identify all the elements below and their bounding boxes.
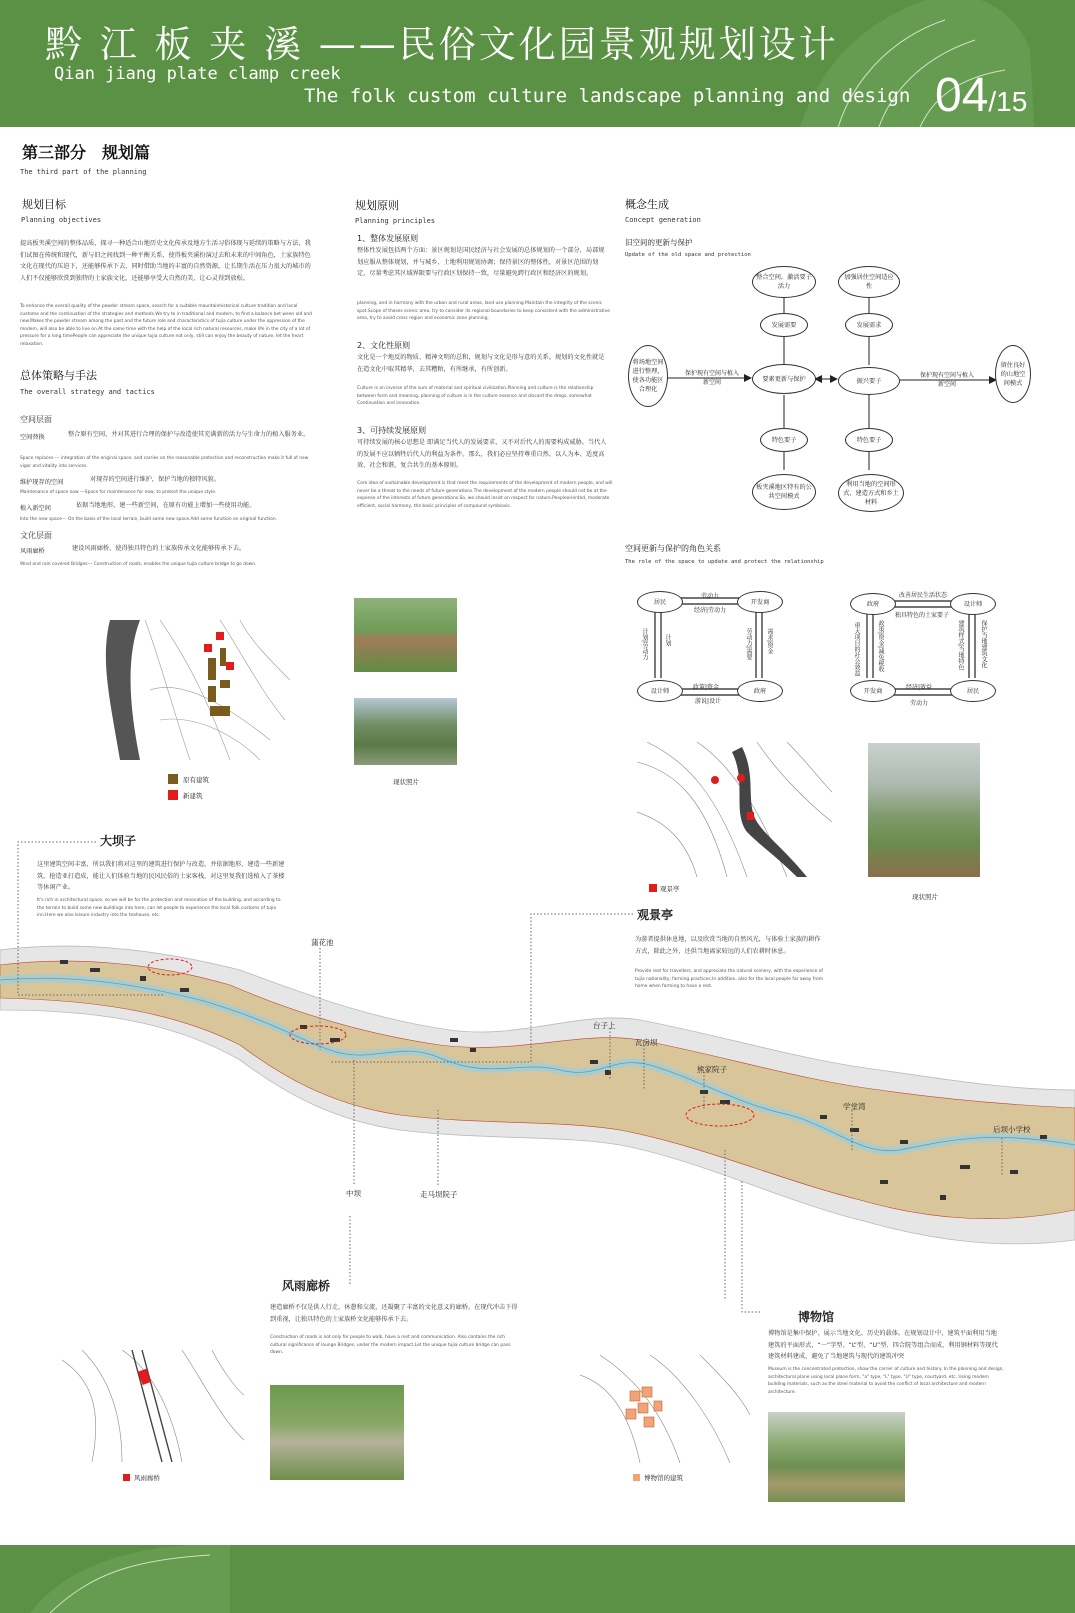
legend-museum-swatch (633, 1474, 640, 1481)
concept-node-right-bot1: 特色要子 (845, 428, 893, 452)
role-right-tl: 政府 (850, 593, 896, 615)
section-title-en: The third part of the planning (20, 168, 147, 176)
strategy-item-1-label: 空间替换 (20, 434, 45, 441)
principle-1-en: planning, and in harmony with the urban and rural areas, land use planning.Maintain the integrity of the scenic spot.Scope of theses scenic area, try to consider its regional boundaries to keep consistent with the administrative area, try to avoid cross region and economic zone planning. (357, 301, 610, 321)
concept-node-right-center: 振兴要子 (838, 367, 900, 395)
concept-node-left-bot1: 特色要子 (760, 428, 808, 452)
strategy-item-1-en: Space replaces --- integration of the original space, and carries on the reasonable protection and reconstruction make it full of new vigor and vitality into services. (20, 456, 309, 469)
corridor-title: 风雨廊桥 (282, 1279, 331, 1293)
strategy-culture-title: 文化层面 (20, 531, 52, 540)
strategy-item-1-text: 整合原有空间，并对其进行合理的保护与改造使其充满新的活力与生命力的植入服务业。 (68, 431, 310, 438)
principle-1-title: 1、整体发展原则 (357, 234, 419, 243)
role-right-top-a: 改善居民生活状态 (899, 592, 948, 599)
role-left-bl: 设计师 (637, 680, 683, 702)
strategy-item-2-en: Maintenance of space now ---Space for maintenance for now, to protect the unique style. (20, 490, 217, 495)
legend-existing-swatch (168, 774, 178, 784)
legend-new-label: 新建筑 (183, 792, 203, 800)
museum-body-en: Museum is the concentrated protection, show the carrier of culture and history. In the planning and design, architectural plane using local plane form, "a" type, "L" type, "U" type, courtyard, etc. Using modern building materials, such as the steel material to avoid the conflict of local architecture and modern architecture. (768, 1367, 1004, 1395)
principles-title-en: Planning principles (355, 217, 436, 225)
concept-sub-en: Update of the old space and protection (625, 252, 751, 258)
principle-3-body: 可持续发展的核心思想是 即满足当代人的发展要求，又不对后代人的需要构成威胁。当代人的发展不应以牺牲后代人的利益为条件。那么，我们必应坚持尊重自然、以人为本、适度高效、社会和谐，复合共生的基本原则。 (357, 439, 607, 469)
strategy-space-title: 空间层面 (20, 415, 52, 424)
objectives-title: 规划目标 (22, 198, 66, 211)
dabazi-body-en: It's rich in architectural space, so we will be for the protection and renovation of the building, and according to the terrain to build some new buildings into here, can let people to experience the local folk customs of tujia inn.Here we also leisure industry into the teahouse, etc. (37, 898, 281, 918)
museum-site-plan (580, 1355, 750, 1463)
legend-corridor-label: 风雨廊桥 (134, 1474, 160, 1482)
concept-node-right-out: 留住良好的山地空间模式 (995, 345, 1031, 403)
legend-pavilion-swatch (649, 884, 657, 892)
place-taizishang: 台子上 (593, 1021, 616, 1030)
role-right-right-b: 保护当地建筑文化 (980, 620, 987, 668)
strategy-culture-en: Wind and rain covered Bridges--- Construction of roads, enables the unique tujia culture bridge to go down. (20, 562, 257, 567)
principle-2-en: Culture is an inverse of the sum of material and spiritual civilization.Planning and culture is the relationship between form and meaning, planning of culture is in the culture essence and discard the dregs, somewhat Continuation and innovation. (357, 386, 594, 406)
concept-title: 概念生成 (625, 198, 669, 211)
strategy-item-3-text: 依据当地地形，建一些新空间，在原有功能上增加一些使用功能。 (76, 502, 256, 509)
role-left-tr: 开发商 (737, 591, 783, 613)
concept-node-right-top2: 发展需求 (845, 313, 893, 337)
page-title: 黔 江 板 夹 溪 ——民俗文化园景观规划设计 (45, 23, 839, 66)
strategy-title-en: The overall strategy and tactics (20, 388, 155, 396)
role-left-br: 政府 (737, 680, 783, 702)
strategy-item-2-text: 对现存的空间进行维护，保护当地的独特风貌。 (90, 476, 220, 483)
principle-1-body: 整体性发展包括两个方面：景区规划是国民经济与社会发展的总体规划的一个部分，局部规划应服从整体规划，并与城乡、土地利用规划协调；保持景区的整体性，对景区范围的划定，尽量考虑其区域界限要与行政区划保持一致，尽量避免跨行政区和经济区的规划。 (357, 247, 605, 277)
role-right-tr: 设计师 (950, 593, 996, 615)
principle-3-en: Core idea of sustainable development is that meet the requirements of the development of modern people, and will never be a threat to the needs of future generations.The development of the modern people should not be at the expense of the interests of future generations.So, we should insist on respect for nature.Peopleoriented, moderate efficient, social harmony, the basic principles of compound symbiosis. (357, 481, 613, 509)
role-right-bot-b: 劳动力 (910, 700, 929, 707)
concept-arrow-right-label: 保护现有空间与植入新空间 (919, 372, 974, 388)
page-current: 04 (935, 69, 989, 122)
principle-2-body: 文化是一个地反的物质、精神文明的总和，规划与文化是形与意的关系。规划的文化性就是在造文化中取其精华，去其糟粕，有所继承，有所创新。 (357, 354, 605, 373)
principle-3-title: 3、可持续发展原则 (357, 426, 427, 435)
page-total: /15 (988, 86, 1028, 117)
roles-title-en: The role of the space to update and protect the relationship (625, 559, 824, 565)
principles-title: 规划原则 (355, 199, 399, 212)
role-right-bl: 开发商 (850, 680, 896, 702)
role-right-br: 居民 (950, 680, 996, 702)
concept-arrow-left-label: 保护现有空间与植入新空间 (684, 370, 739, 386)
pavilion-body-en: Provide rest for travellers, and appreciate the natural scenery, with the experience of tujia nationality, farming practices.In addition, also for the local people far away from home when farming to have a rest. (635, 969, 824, 989)
header-banner (0, 0, 1075, 127)
site-photo-caption: 现状照片 (393, 778, 419, 786)
subtitle-english-2: The folk custom culture landscape planning and design (304, 85, 911, 107)
master-plan-map (0, 940, 1075, 1270)
objectives-body-en: To enhance the overall quality of the powder stream space, search for a suitable mountainhistorical culture tradition and local custome and the continuation of the strategies and methods.We try to in traditional and modern, to find a balance bet ween old and new.Makes the powder stream among the past and the future role and characteristics of tujia culture under the oppression of the modern, will also be able to live on.At the same time with the help of the local rich natural resources, make life in the city of a lot of pressure for a long timePeople can appreciate the unique tujia culture not only, still can enjoy the beauty of nature, let the heart relaxation. (20, 304, 312, 347)
site-photo-1 (354, 598, 457, 672)
place-xuejiawan: 学堂湾 (843, 1102, 866, 1111)
section-title: 第三部分 规划篇 (22, 143, 151, 162)
role-left-bot-b: 游说|设计 (695, 698, 722, 705)
concept-sub: 旧空间的更新与保护 (625, 238, 693, 247)
objectives-title-en: Planning objectives (21, 216, 102, 224)
dabazi-body: 这里建筑空间丰富，所以我们将对这里的建筑进行保护与改造，并依据地形，建造一些新建筑，抢造亚打造成，能让人们体验当地的民风民俗的土家客栈，对这里复我们选植入了茶楼等休闲产业。 (37, 861, 285, 891)
role-left-left-b: 计划 (664, 634, 671, 646)
role-left-left-a: 计划|劳动力 (641, 628, 648, 661)
concept-title-en: Concept generation (625, 216, 701, 224)
corridor-photo (270, 1385, 404, 1480)
concept-node-left-top1: 整合空间，激活要子活力 (752, 266, 816, 298)
role-left-right-a: 劳动力|需要 (745, 628, 752, 661)
corridor-body: 建造廊桥不仅是供人行走，休憩和交流，还凝聚了丰富的文化意义的廊桥。在现代冲击下得到重视，让独具特色的土家族桥文化能够传承下去。 (270, 1304, 518, 1323)
place-zoumaba: 走马坝院子 (420, 1190, 458, 1199)
footer-banner (0, 1545, 1075, 1613)
role-left-tl: 居民 (637, 591, 683, 613)
place-houba: 后坝小学校 (993, 1125, 1031, 1134)
subtitle-english-1: Qian jiang plate clamp creek (54, 64, 341, 84)
place-puhuachi: 蒲花池 (311, 938, 334, 947)
role-right-left-b: 政策|资金|减免税收 (877, 620, 884, 673)
role-left-top-a: 劳动力 (701, 593, 720, 600)
legend-corridor-swatch (123, 1474, 130, 1481)
strategy-culture-label: 风雨廊桥 (20, 548, 45, 555)
objectives-body: 提高板夹溪空间的整体品质，探寻一种适合山地历史文化传承及地方生活习俗体现与延续的策略与方法，我们试图在传统和现代，新与旧之间找到一种平衡关系，使得板夹溪扮演过去和未来的中间角色，土家族特色文化在现代的压迫下，还能够传承下去，同时借助当地的丰富的自然资源，让长期生活在压力很大的城市的人们不仅能够欣赏到独特的土家族文化，还能够享受大自然的美，让心灵得到放松。 (20, 240, 311, 282)
dabazi-title: 大坝子 (100, 834, 137, 848)
pavilion-body: 为游者提供休息地，以及欣赏当地的自然风光，与体验土家族的耕作方式，除此之外，还供当地离家较远的人们农耕时休息。 (635, 936, 821, 955)
strategy-title: 总体策略与手法 (20, 369, 97, 382)
pavilion-title: 观景亭 (637, 908, 674, 922)
principle-2-title: 2、文化性原则 (357, 341, 411, 350)
legend-pavilion-label: 观景亭 (660, 885, 680, 893)
corridor-body-en: Construction of roads is not only for people to walk, have a rest and communication. Also contains the rich cultural significance of lounge Bridges, under the modern impact.Let the unique tujia culture bridge can pass down. (270, 1335, 511, 1355)
concept-node-left-center: 要素更新与保护 (752, 364, 816, 394)
role-right-left-a: 重大项目的社会效益 (853, 622, 860, 676)
place-zhongba: 中坝 (346, 1189, 361, 1198)
legend-existing-label: 原有建筑 (183, 776, 209, 784)
role-right-right-a: 建筑样式|当地特色 (957, 620, 964, 671)
place-xiongjia: 熊家院子 (697, 1065, 727, 1074)
legend-museum-label: 博物馆的建筑 (644, 1474, 683, 1482)
role-right-top-b: 独具特色的土家要子 (895, 612, 950, 619)
concept-node-left-in: 将场地空间进行整理，使各功能区合理化 (628, 345, 668, 407)
strategy-item-3-en: Into the new space--- On the basis of the local terrain, build some new space.Add some function on original function. (20, 517, 278, 522)
concept-node-right-bot2: 利用当地的空间形式，建造方式和乡土材料 (838, 474, 904, 512)
concept-node-left-bot2: 板夹溪地区特有的公共空间模式 (752, 474, 816, 510)
place-wafangba: 瓦房坝 (635, 1038, 658, 1047)
strategy-culture-text: 建设风雨廊桥，使得独具特色的土家族传承文化能够传承下去。 (72, 545, 246, 552)
site-photo-3-caption: 现状照片 (912, 893, 938, 901)
concept-node-right-top1: 加强居住空间适应性 (838, 266, 900, 298)
roles-title: 空间更新与保护的角色关系 (625, 544, 721, 553)
legend-new-swatch (168, 790, 178, 800)
concept-node-left-top2: 发展需要 (760, 313, 808, 337)
museum-body: 博物馆是集中保护、展示当地文化、历史的载体。在规划设计中，建筑平面利用当地建筑的平面形式，“一”字型、“L”型、“U”型、四合院等组合而成，利用钢材料等现代建筑材料建成，避免了当地建筑与现代的建筑冲突 (768, 1330, 998, 1360)
role-left-top-b: 经济|劳动力 (694, 607, 727, 614)
role-left-right-b: 需求|资金 (766, 628, 773, 655)
dabazi-site-plan (100, 620, 290, 760)
strategy-item-2-label: 维护现存的空间 (20, 479, 64, 486)
role-right-bot-a: 经济|效益 (906, 684, 933, 691)
site-photo-2 (354, 698, 457, 765)
page-number (935, 68, 1027, 123)
leaf-footer-icon (30, 1545, 230, 1613)
corridor-site-plan (62, 1350, 244, 1462)
role-left-bot-a: 政策|资金 (693, 684, 720, 691)
museum-photo (768, 1412, 905, 1502)
strategy-item-3-label: 植入新空间 (20, 505, 51, 512)
pavilion-site-plan (637, 742, 832, 877)
museum-title: 博物馆 (798, 1310, 835, 1324)
site-photo-3 (868, 743, 980, 877)
